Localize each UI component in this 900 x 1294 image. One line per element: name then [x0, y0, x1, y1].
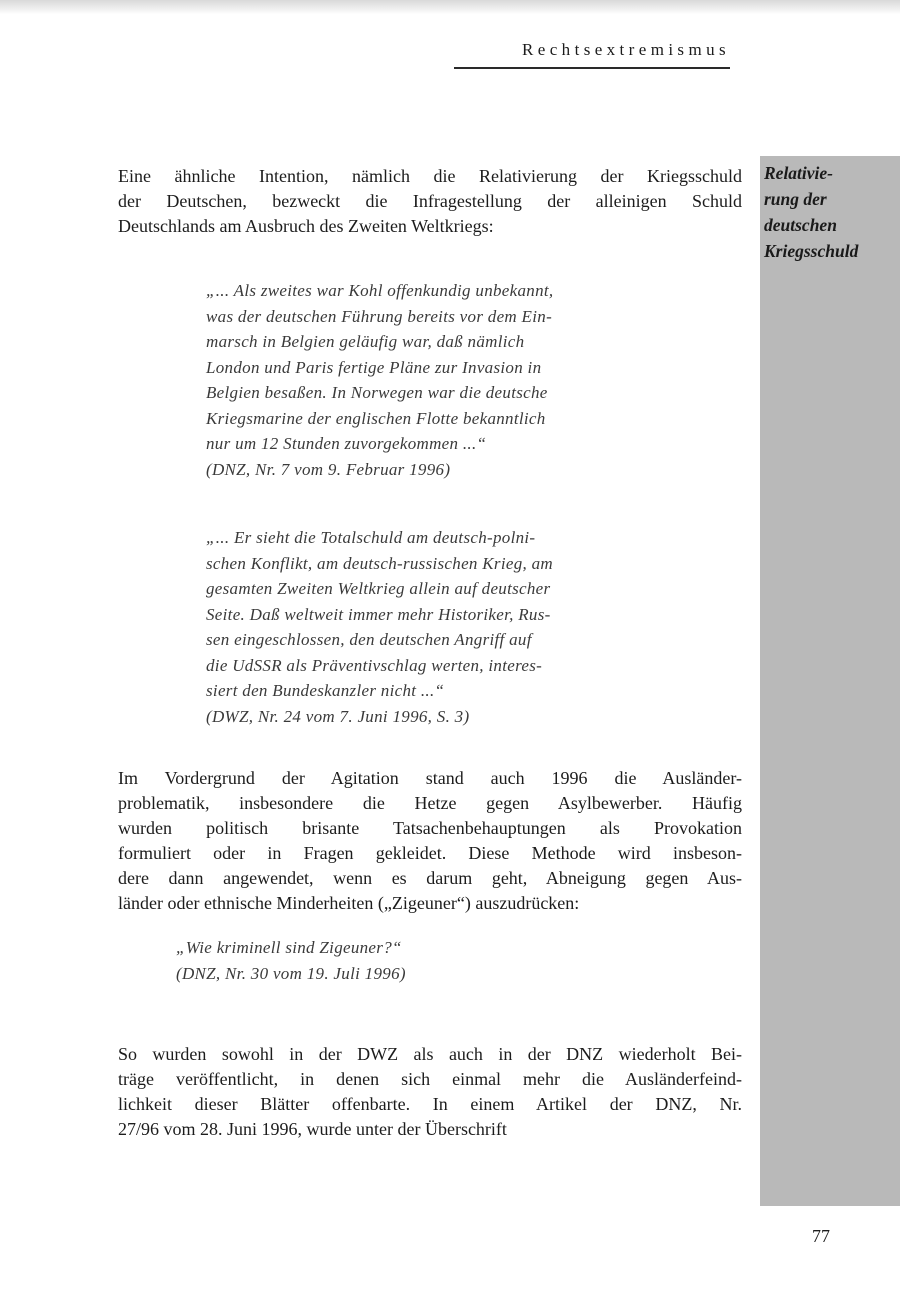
text-line: wurden politisch brisante Tatsachenbehauptungen als Provokation	[118, 818, 742, 838]
quote-line: sen eingeschlossen, den deutschen Angriff auf	[206, 630, 532, 649]
text-line: problematik, insbesondere die Hetze gegen Asylbewerber. Häufig	[118, 793, 742, 813]
paragraph-intro	[118, 164, 742, 239]
text-line: länder oder ethnische Minderheiten („Zigeuner“) auszudrücken:	[118, 893, 580, 913]
quote-line: „... Er sieht die Totalschuld am deutsch-polni-	[206, 528, 536, 547]
margin-note-line: rung der	[764, 189, 827, 209]
text-line: formuliert oder in Fragen gekleidet. Diese Methode wird insbeson-	[118, 843, 742, 863]
page-number: 77	[812, 1226, 830, 1246]
text-line: Eine ähnliche Intention, nämlich die Relativierung der Kriegsschuld	[118, 166, 742, 186]
text-line: 27/96 vom 28. Juni 1996, wurde unter der Überschrift	[118, 1119, 507, 1139]
quote-line: siert den Bundeskanzler nicht ...“	[206, 681, 445, 700]
text-line: der Deutschen, bezweckt die Infragestellung der alleinigen Schuld	[118, 191, 742, 211]
quote-block-3	[176, 935, 406, 986]
quote-line: marsch in Belgien geläufig war, daß nämlich	[206, 332, 525, 351]
quote-block-2	[206, 525, 553, 729]
quote-source: (DNZ, Nr. 30 vom 19. Juli 1996)	[176, 963, 406, 983]
margin-note-line: Relativie-	[764, 163, 834, 183]
text-line: So wurden sowohl in der DWZ als auch in der DNZ wiederholt Bei-	[118, 1044, 742, 1064]
text-line: Im Vordergrund der Agitation stand auch 1996 die Ausländer-	[118, 768, 742, 788]
quote-line: schen Konflikt, am deutsch-russischen Krieg, am	[206, 553, 553, 573]
quote-line: Seite. Daß weltweit immer mehr Historiker, Rus-	[206, 604, 551, 624]
text-line: träge veröffentlicht, in denen sich einmal mehr die Ausländerfeind-	[118, 1069, 742, 1089]
quote-line: die UdSSR als Präventivschlag werten, interes-	[206, 655, 543, 675]
quote-line: London und Paris fertige Pläne zur Invasion in	[206, 357, 542, 377]
text-line: dere dann angewendet, wenn es darum geht, Abneigung gegen Aus-	[118, 868, 742, 888]
quote-block-1	[206, 278, 553, 482]
quote-line: „Wie kriminell sind Zigeuner?“	[176, 938, 402, 957]
quote-line: Kriegsmarine der englischen Flotte bekanntlich	[206, 408, 546, 428]
quote-source: (DWZ, Nr. 24 vom 7. Juni 1996, S. 3)	[206, 706, 470, 726]
margin-note-line: Kriegsschuld	[764, 241, 859, 261]
margin-note-line: deutschen	[764, 215, 837, 235]
text-line: lichkeit dieser Blätter offenbarte. In einem Artikel der DNZ, Nr.	[118, 1094, 742, 1114]
quote-line: Belgien besaßen. In Norwegen war die deutsche	[206, 383, 548, 402]
margin-note	[764, 160, 898, 264]
running-head: Rechtsextremismus	[522, 40, 730, 59]
header-rule	[454, 67, 730, 69]
quote-line: nur um 12 Stunden zuvorgekommen ...“	[206, 434, 487, 453]
quote-line: was der deutschen Führung bereits vor dem Ein-	[206, 306, 553, 326]
text-line: Deutschlands am Ausbruch des Zweiten Weltkriegs:	[118, 216, 494, 236]
scan-edge-shadow	[0, 0, 900, 14]
quote-line: gesamten Zweiten Weltkrieg allein auf deutscher	[206, 579, 551, 598]
margin-sidebar	[760, 156, 900, 1206]
paragraph-agitation	[118, 766, 742, 916]
paragraph-closing	[118, 1042, 742, 1142]
quote-line: „... Als zweites war Kohl offenkundig unbekannt,	[206, 281, 554, 300]
quote-source: (DNZ, Nr. 7 vom 9. Februar 1996)	[206, 459, 451, 479]
